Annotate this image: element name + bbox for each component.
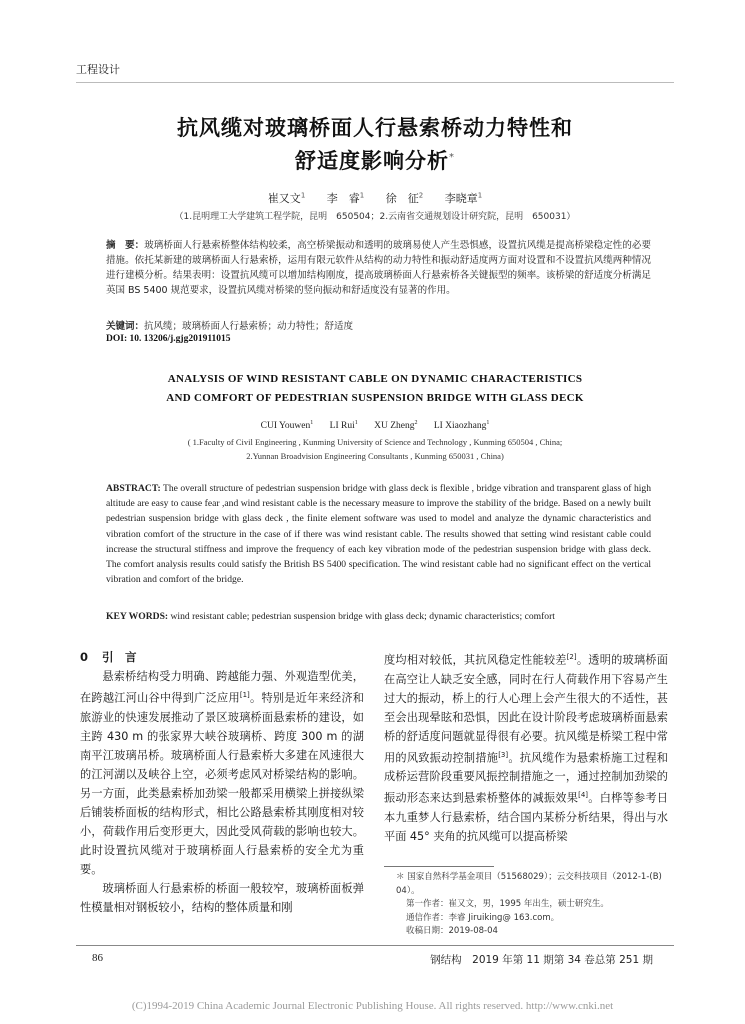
abstract-cn-label: 摘 要：: [106, 240, 145, 251]
affiliation-cn: （1.昆明理工大学建筑工程学院，昆明 650504；2.云南省交通规划设计研究院，昆明 650031）: [174, 212, 576, 222]
keywords-cn-text: 抗风缆；玻璃桥面人行悬索桥；动力特性；舒适度: [144, 321, 354, 332]
keywords-en-text: wind resistant cable; pedestrian suspension bridge with glass deck; dynamic characteristics; comfort: [168, 611, 555, 622]
citation: [1]: [239, 691, 250, 699]
title-cn-line2-text: 舒适度影响分析: [295, 149, 449, 173]
abstract-en-label: ABSTRACT:: [106, 483, 161, 494]
author-cn: 徐 征$^2$: [385, 191, 424, 205]
section-title: 引 言: [102, 650, 137, 664]
keywords-en-label: KEY WORDS:: [106, 611, 169, 622]
abstract-en: [106, 481, 651, 587]
title-en-line1: ANALYSIS OF WIND RESISTANT CABLE ON DYNAMIC CHARACTERISTICS: [167, 373, 583, 385]
author-en: CUI Youwen$^1$: [260, 420, 314, 432]
title-fund-mark: *: [449, 152, 455, 163]
authors-cn: [76, 190, 674, 206]
footnote-first-author: 第一作者：崔又文，男，1995 年出生，硕士研究生。: [406, 899, 609, 909]
paragraph: 悬索桥结构受力明确、跨越能力强、外观造型优美，在跨越江河山谷中得到广泛应用[1]。特别是近年来经济和旅游业的快速发展推动了景区玻璃桥面悬索桥的建设，如主跨 430 m 的张家界大峡谷玻璃桥、跨度 300 m 的湖南平江玻璃吊桥。玻璃桥面人行悬索桥大多建在风速很大的江河湖以及峡谷上空，必须考虑风对桥梁结构的影响。另一方面，此类悬索桥加劲梁一般都采用横梁上拼接纵梁后铺装桥面板的结构形式，相比公路悬索桥其刚度相对较小，荷载作用后变形更大，因此受风荷载的影响也较大。此时设置抗风缆对于玻璃桥面人行悬索桥的安全尤为重要。: [80, 670, 364, 876]
author-cn: 崔又文$^1$: [267, 191, 306, 205]
affiliation-en-line2: 2.Yunnan Broadvision Engineering Consultants , Kunming 650031 , China): [246, 451, 504, 461]
keywords-en: [106, 611, 651, 622]
copyright-notice: (C)1994-2019 China Academic Journal Electronic Publishing House. All rights reserved. http://www.cnki.net: [131, 1000, 614, 1012]
body-column-right: [384, 648, 668, 846]
author-en: XU Zheng$^2$: [374, 420, 418, 432]
keywords-cn-label: 关键词：: [106, 321, 145, 332]
title-cn-line2: [76, 145, 674, 175]
title-cn-line1: 抗风缆对玻璃桥面人行悬索桥动力特性和: [177, 116, 573, 140]
footnote-rule: [384, 866, 494, 867]
affiliation-en-line1: ( 1.Faculty of Civil Engineering , Kunming University of Science and Technology , Kunming 650504 , China;: [187, 437, 563, 447]
section-number: 0: [80, 650, 89, 664]
journal-info: 钢结构 2019 年第 11 期第 34 卷总第 251 期: [430, 954, 653, 966]
doi: DOI: 10. 13206/j.gjg201911015: [106, 334, 231, 344]
paragraph: 度均相对较低，其抗风稳定性能较差[2]。透明的玻璃桥面在高空让人缺乏安全感，同时在行人荷载作用下容易产生过大的振动，桥上的行人心理上会产生很大的不适性，甚至会出现晕眩和恐惧，因此在设计阶段考虑玻璃桥面悬索桥的舒适度问题就显得很有必要。抗风缆是桥梁工程中常用的风致振动控制措施[3]。抗风缆作为悬索桥施工过程和成桥运营阶段重要风振控制措施之一，通过控制加劲梁的振动形态来达到悬索桥整体的减振效果[4]。白桦等参考日本九重梦人行悬索桥，结合国内某桥分析结果，得出与水平面 45° 夹角的抗风缆可以提高桥梁: [384, 653, 668, 844]
citation: [2]: [566, 653, 577, 661]
footnote-contact: 通信作者：李睿 Jiruiking@ 163.com。: [406, 912, 560, 923]
author-cn: 李晓章$^1$: [444, 191, 483, 205]
abstract-en-text: The overall structure of pedestrian suspension bridge with glass deck is flexible , bridge vibration and transparent glass of high altitude are easy to cause fear ,and wind resistant cable is the necessary measure to improve the stability of the bridge. Based on a newly built pedestrian suspension bridge with glass deck , the finite element software was used to model and analyze the dynamic characteristics and vibration comfort of the structure in the case of if there was wind resistant cable. The results showed that setting wind resistant cable could increase the structural stiffness and improve the frequency of each key vibration mode of the pedestrian suspension bridge with glass deck. The comfort analysis results could satisfy the British BS 5400 specification. The wind resistant cable had no significant effect on the vertical vibration and comfort of the bridge.: [106, 483, 651, 586]
body-column-left: [80, 648, 364, 917]
page-number: 86: [92, 952, 103, 964]
author-cn: 李 睿$^1$: [326, 191, 365, 205]
author-en: LI Xiaozhang$^1$: [433, 420, 490, 432]
paragraph: 玻璃桥面人行悬索桥的桥面一般较窄，玻璃桥面板弹性模量相对钢板较小，结构的整体质量和刚: [80, 881, 364, 914]
footnote-received: 收稿日期：2019-08-04: [406, 926, 498, 936]
keywords-cn: [106, 318, 651, 332]
author-en: LI Rui$^1$: [329, 420, 358, 432]
citation: [3]: [498, 750, 509, 759]
abstract-cn: [106, 238, 651, 298]
footer-rule: [76, 945, 674, 946]
citation: [4]: [578, 791, 589, 800]
footnote: [396, 871, 666, 939]
section-tag: 工程设计: [76, 63, 120, 76]
abstract-cn-text: 玻璃桥面人行悬索桥整体结构较柔，高空桥梁振动和透明的玻璃易使人产生恐惧感，设置抗风缆是提高桥梁稳定性的必要措施。依托某新建的玻璃桥面人行悬索桥，运用有限元软件从结构的动力特性和振动舒适度两方面对设置和不设置抗风缆两种情况进行建模分析。结果表明：设置抗风缆可以增加结构刚度，提高玻璃桥面人行悬索桥各关键振型的频率。该桥梁的舒适度分析满足英国 BS 5400 规范要求，设置抗风缆对桥梁的竖向振动和舒适度没有显著的作用。: [106, 240, 651, 296]
authors-en: [76, 420, 674, 431]
section-heading: [80, 648, 364, 667]
header-rule: [76, 82, 674, 83]
footnote-fund: ＊ 国家自然科学基金项目（51568029）；云交科技项目（2012-1-(B) 04）。: [396, 872, 662, 896]
title-en-line2: AND COMFORT OF PEDESTRIAN SUSPENSION BRIDGE WITH GLASS DECK: [166, 392, 584, 404]
